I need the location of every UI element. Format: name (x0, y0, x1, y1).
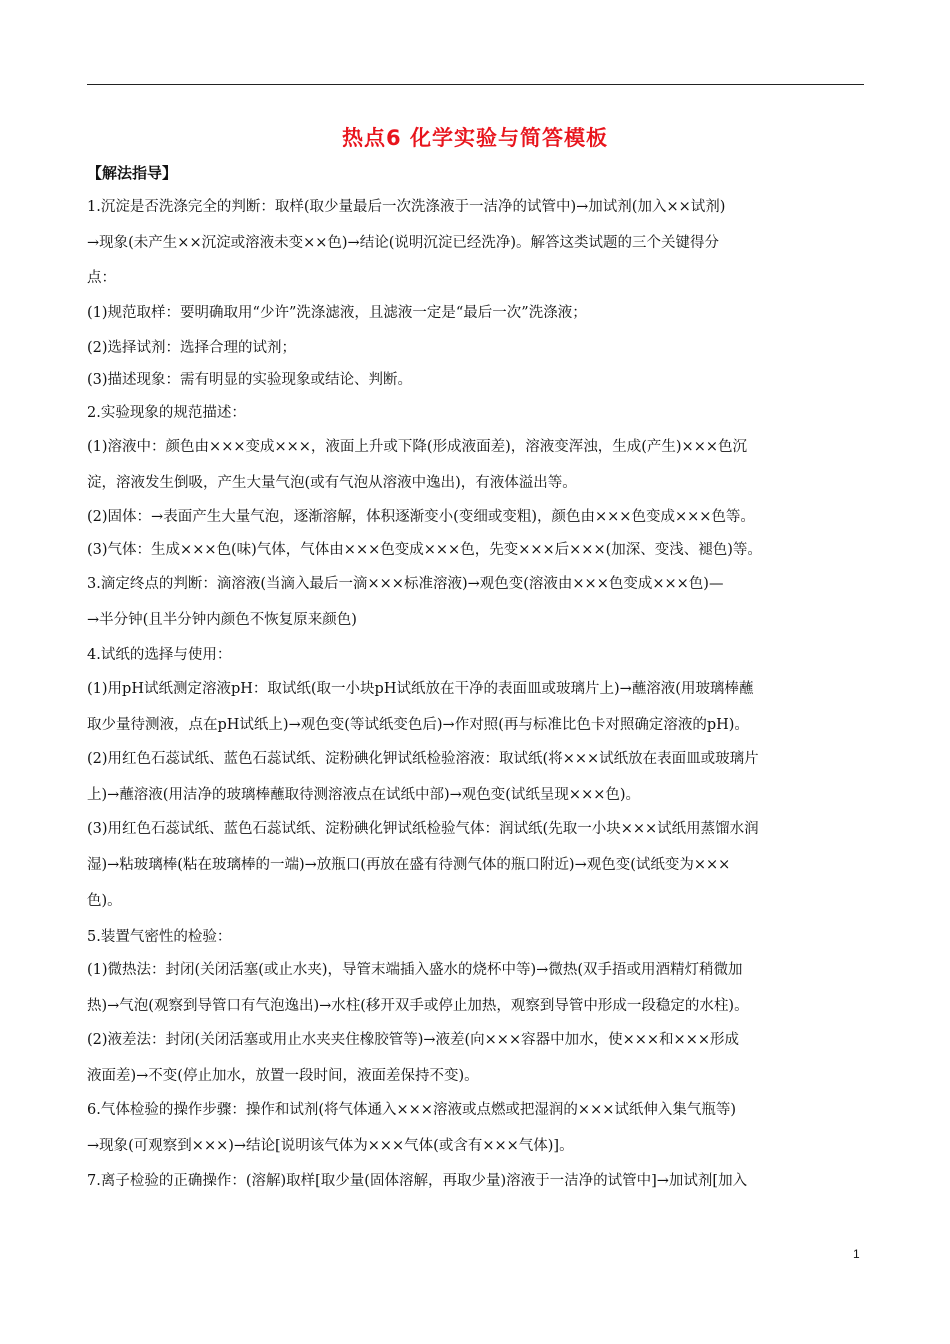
body-line: 色)。 (87, 893, 122, 909)
body-line: (3)用红色石蕊试纸、蓝色石蕊试纸、淀粉碘化钾试纸检验气体：润试纸(先取一小块×××试纸用蒸馏水润 (87, 821, 759, 837)
page-number: 1 (853, 1247, 860, 1261)
body-line: 液面差)→不变(停止加水，放置一段时间，液面差保持不变)。 (87, 1068, 479, 1084)
body-line: 6.气体检验的操作步骤：操作和试剂(将气体通入×××溶液或点燃或把湿润的×××试纸伸入集气瓶等) (87, 1102, 737, 1118)
body-line: (1)规范取样：要明确取用“少许”洗涤滤液，且滤液一定是“最后一次”洗涤液； (87, 305, 587, 321)
body-line: 热)→气泡(观察到导管口有气泡逸出)→水柱(移开双手或停止加热，观察到导管中形成一段稳定的水柱)。 (87, 998, 749, 1014)
body-line: →现象(未产生××沉淀或溶液未变××色)→结论(说明沉淀已经洗净)。解答这类试题的三个关键得分 (87, 235, 720, 251)
page-title: 热点6 化学实验与简答模板 (342, 126, 608, 150)
body-line: 4.试纸的选择与使用： (87, 647, 232, 663)
body-line: →半分钟(且半分钟内颜色不恢复原来颜色) (87, 612, 357, 628)
body-line: 1.沉淀是否洗涤完全的判断：取样(取少量最后一次洗涤液于一洁净的试管中)→加试剂(加入××试剂) (87, 199, 726, 215)
body-line: 2.实验现象的规范描述： (87, 405, 246, 421)
body-line: 取少量待测液，点在pH试纸上)→观色变(等试纸变色后)→作对照(再与标准比色卡对照确定溶液的pH)。 (87, 717, 749, 733)
body-line: (3)描述现象：需有明显的实验现象或结论、判断。 (87, 372, 413, 388)
body-line: (1)用pH试纸测定溶液pH：取试纸(取一小块pH试纸放在干净的表面皿或玻璃片上)→蘸溶液(用玻璃棒蘸 (87, 681, 754, 697)
body-line: (2)选择试剂：选择合理的试剂； (87, 340, 297, 356)
body-line: 5.装置气密性的检验： (87, 929, 232, 945)
body-line: →现象(可观察到×××)→结论[说明该气体为×××气体(或含有×××气体)]。 (87, 1138, 574, 1154)
body-line: 淀，溶液发生倒吸，产生大量气泡(或有气泡从溶液中逸出)，有液体溢出等。 (87, 475, 577, 491)
body-line: 点： (87, 270, 116, 286)
body-line: 湿)→粘玻璃棒(粘在玻璃棒的一端)→放瓶口(再放在盛有待测气体的瓶口附近)→观色变(试纸变为××× (87, 857, 731, 873)
body-line: (2)用红色石蕊试纸、蓝色石蕊试纸、淀粉碘化钾试纸检验溶液：取试纸(将×××试纸放在表面皿或玻璃片 (87, 751, 759, 767)
body-line: 3.滴定终点的判断：滴溶液(当滴入最后一滴×××标准溶液)→观色变(溶液由×××色变成×××色)— (87, 576, 724, 592)
body-line: (1)微热法：封闭(关闭活塞(或止水夹)，导管末端插入盛水的烧杯中等)→微热(双手捂或用酒精灯稍微加 (87, 962, 743, 978)
body-line: (1)溶液中：颜色由×××变成×××，液面上升或下降(形成液面差)，溶液变浑浊，生成(产生)×××色沉 (87, 439, 748, 455)
body-line: (2)液差法：封闭(关闭活塞或用止水夹夹住橡胶管等)→液差(向×××容器中加水，使×××和×××形成 (87, 1032, 740, 1048)
section-heading: 【解法指导】 (87, 164, 178, 182)
body-line: (3)气体：生成×××色(味)气体，气体由×××色变成×××色，先变×××后×××(加深、变浅、褪色)等。 (87, 542, 762, 558)
body-line: (2)固体：→表面产生大量气泡，逐渐溶解，体积逐渐变小(变细或变粗)，颜色由×××色变成×××色等。 (87, 509, 755, 525)
header-rule (87, 84, 864, 85)
body-line: 上)→蘸溶液(用洁净的玻璃棒蘸取待测溶液点在试纸中部)→观色变(试纸呈现×××色)。 (87, 787, 641, 803)
body-line: 7.离子检验的正确操作：(溶解)取样[取少量(固体溶解，再取少量)溶液于一洁净的试管中]→加试剂[加入 (87, 1173, 748, 1189)
